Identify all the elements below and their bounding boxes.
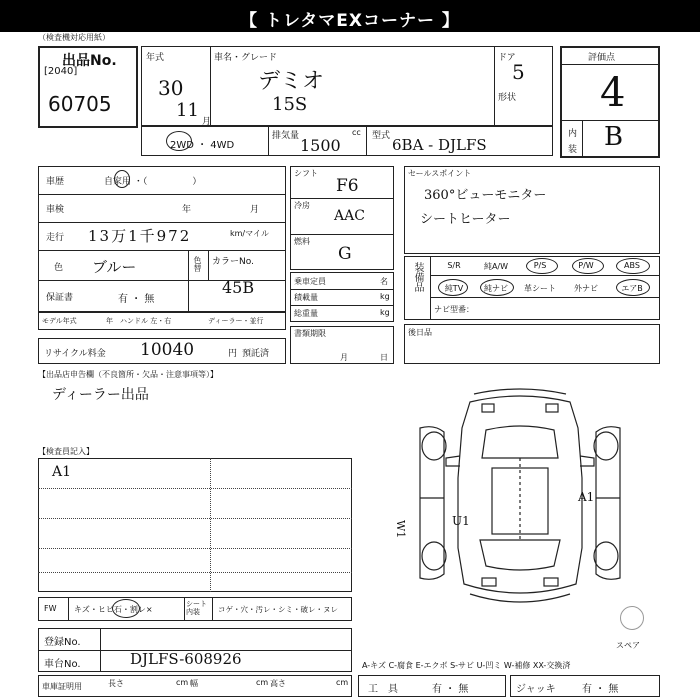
interior-label-1: 内 <box>568 129 578 139</box>
capacity-0-label: 乗車定員 <box>294 277 326 286</box>
drive-circle <box>166 131 192 151</box>
inspection-month: 月 <box>250 205 260 215</box>
equip-ext-navi: 外ナビ <box>574 284 598 293</box>
deadline-month: 月 <box>340 353 348 362</box>
tools-label: 工 具 <box>368 684 398 695</box>
capacity-2-unit: kg <box>380 308 390 317</box>
deadline-label: 書類期限 <box>294 329 326 338</box>
inspector-label: 【検査員記入】 <box>38 447 94 456</box>
displacement-label: 排気量 <box>272 131 300 141</box>
mileage-label: 走行 <box>46 233 65 243</box>
declaration-label: 【出品店申告欄（不良箇所・欠品・注意事項等）】 <box>38 370 218 379</box>
equip-tv: 純TV <box>444 284 464 293</box>
mileage-value: 13万1千972 <box>88 227 192 245</box>
recycle-value: 10040 <box>140 340 195 360</box>
garage-unit-3: cm <box>336 678 349 687</box>
garage-length: 長さ <box>108 679 124 688</box>
history-value: 自家用 ・（ ） <box>104 177 202 187</box>
equip-abs: ABS <box>624 261 640 270</box>
capacity-1-label: 積載量 <box>294 293 318 302</box>
interior-label-2: 装 <box>568 145 578 155</box>
fuel-label: 燃料 <box>294 237 310 246</box>
circle-ps <box>526 258 558 274</box>
model-label: 車名・グレード <box>214 53 278 63</box>
displacement-unit: cc <box>352 128 361 137</box>
mark-w1: W1 <box>394 520 407 539</box>
damage-legend: A-キズ C-腐食 E-エクボ S-サビ U-凹ミ W-補修 XX-交換済 <box>362 661 571 670</box>
drive-options: 2WD ・ 4WD <box>170 140 235 151</box>
seat-items: コゲ・穴・汚レ・シミ・破レ・ヌレ <box>218 605 338 614</box>
circle-navi <box>480 279 514 296</box>
mark-u1: U1 <box>452 514 470 528</box>
chassis-value: DJLFS-608926 <box>130 650 242 668</box>
warranty-label: 保証書 <box>46 293 74 303</box>
equip-pw: P/W <box>578 261 594 270</box>
equip-aw: 純A/W <box>483 262 509 271</box>
doors-label: ドア <box>498 53 516 63</box>
chassis-label: 車台No. <box>44 659 81 670</box>
model-year-handle: ハンドル 左・右 <box>120 317 172 325</box>
fw-items: キズ・ヒビ石・割レ× <box>74 605 153 614</box>
equip-airbag: エアB <box>621 284 643 293</box>
car-diagram <box>400 388 640 620</box>
mark-a1: A1 <box>578 490 595 504</box>
garage-height: 高さ <box>270 679 286 688</box>
interior-value: B <box>604 122 624 152</box>
circle-tv <box>438 279 468 296</box>
equip-navi: 純ナビ <box>484 284 508 293</box>
circle-airbag <box>616 279 650 296</box>
shape-label: 形状 <box>498 93 517 103</box>
jack-label: ジャッキ <box>516 684 556 695</box>
lot-number: 60705 <box>48 92 112 116</box>
month-unit: 月 <box>202 117 212 127</box>
inspection-year: 年 <box>182 205 192 215</box>
year-month: 11 <box>176 100 199 121</box>
lot-tag: [2040] <box>44 66 78 77</box>
warranty-value: 有 ・ 無 <box>118 294 155 305</box>
model-year-dealer: ディーラー・並行 <box>208 317 264 325</box>
model-grade: 15S <box>272 94 308 115</box>
after-arrival-box <box>404 324 660 364</box>
sales-point-2: シートヒーター <box>420 212 511 227</box>
garage-unit-2: cm <box>256 678 269 687</box>
equip-ps: P/S <box>533 261 547 270</box>
declaration-text: ディーラー出品 <box>52 387 149 403</box>
shift-value: F6 <box>336 176 359 196</box>
model-year-year: 年 <box>106 317 113 325</box>
displacement-value: 1500 <box>300 136 341 155</box>
sales-points-label: セールスポイント <box>408 169 472 178</box>
type-value: 6BA - DJLFS <box>392 136 487 154</box>
model-name: デミオ <box>258 69 325 94</box>
jack-value: 有 ・ 無 <box>582 684 619 695</box>
inspection-label: 車検 <box>46 205 65 215</box>
after-arrival-label: 後日品 <box>408 328 432 337</box>
reg-label: 登録No. <box>44 637 81 648</box>
equip-sr: S/R <box>447 261 461 270</box>
color-code: 45B <box>222 278 255 297</box>
inspector-text: A1 <box>52 464 72 480</box>
capacity-2-label: 総重量 <box>294 309 318 318</box>
top-note: （検査機対応用紙） <box>38 33 110 42</box>
tools-value: 有 ・ 無 <box>432 684 469 695</box>
garage-label: 車庫証明用 <box>42 682 82 691</box>
equipment-label: 装備品 <box>412 262 423 292</box>
score-label: 評価点 <box>588 53 616 63</box>
year-value: 30 <box>158 76 184 100</box>
mileage-units: km/マイル <box>230 229 269 238</box>
deadline-day: 日 <box>380 353 388 362</box>
score-value: 4 <box>600 70 626 116</box>
header-title: 【 トレタマEXコーナー 】 <box>240 11 460 31</box>
circle-abs <box>616 258 650 274</box>
spare-tire <box>620 606 644 630</box>
garage-unit-1: cm <box>176 678 189 687</box>
color-change: 色替 <box>193 256 202 272</box>
garage-width: 幅 <box>190 679 198 688</box>
model-year-label: モデル年式 <box>42 317 77 325</box>
recycle-label: リサイクル料金 <box>44 349 106 359</box>
circle-pw <box>572 258 604 274</box>
color-code-label: カラーNo. <box>212 257 254 267</box>
type-label: 型式 <box>372 131 391 141</box>
capacity-0-unit: 名 <box>380 277 388 286</box>
fuel-value: G <box>338 244 352 264</box>
seat-label: シート内装 <box>186 600 207 616</box>
nav-model-label: ナビ型番： <box>434 305 474 314</box>
ac-label: 冷房 <box>294 201 310 210</box>
shift-label: シフト <box>294 169 318 178</box>
color-label: 色 <box>54 263 64 273</box>
sales-point-1: 360°ビューモニター <box>424 188 547 203</box>
capacity-1-unit: kg <box>380 292 390 301</box>
color-value: ブルー <box>92 258 137 276</box>
history-circle <box>114 170 130 188</box>
doors-value: 5 <box>512 60 525 84</box>
equip-leather: 革シート <box>524 284 556 293</box>
history-label: 車歴 <box>46 177 65 187</box>
recycle-unit: 円 <box>228 349 238 359</box>
fw-label: FW <box>44 604 57 613</box>
year-label: 年式 <box>146 53 165 63</box>
ac-value: AAC <box>334 208 365 224</box>
lot-label: 出品No. <box>62 53 117 69</box>
recycle-status: 預託済 <box>242 349 270 359</box>
spare-label: スペア <box>616 641 640 650</box>
fw-circle <box>112 599 140 618</box>
